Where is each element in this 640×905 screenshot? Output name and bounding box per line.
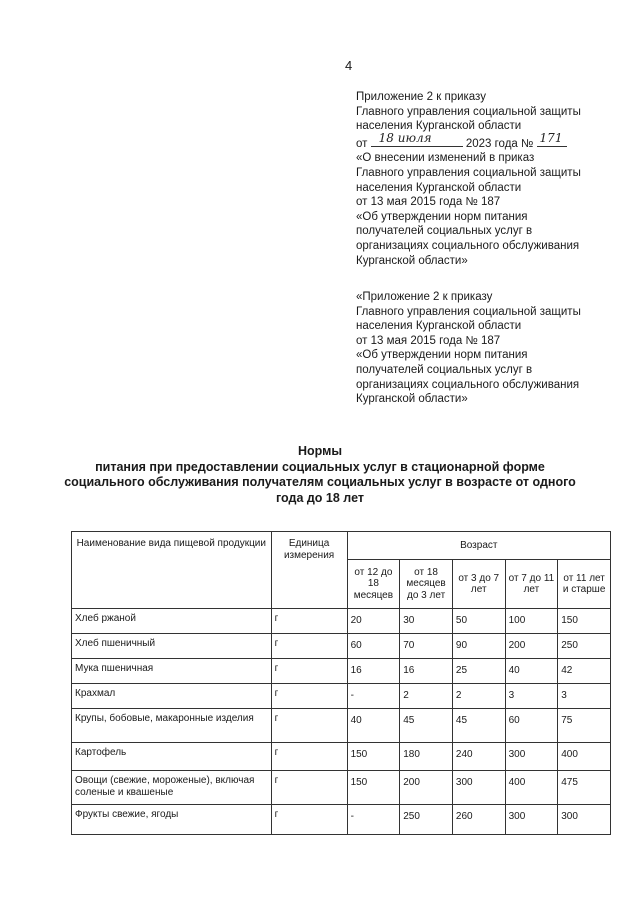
product-name: Хлеб ржаной	[72, 609, 272, 634]
title-line: социального обслуживания получателям социальных услуг в возрасте от одного	[64, 475, 576, 490]
header-age: Возраст	[347, 532, 610, 560]
norm-value: 16	[347, 659, 400, 684]
header-age-group: от 18 месяцев до 3 лет	[400, 560, 453, 609]
product-name: Хлеб пшеничный	[72, 634, 272, 659]
table-row	[72, 771, 611, 805]
table-row	[72, 684, 611, 709]
norm-value: 75	[558, 709, 611, 743]
appendix-line: от 13 мая 2015 года № 187	[356, 196, 501, 209]
appendix-line: «Об утверждении норм питания	[356, 210, 528, 223]
title-line: года до 18 лет	[276, 490, 364, 505]
title-line: Нормы	[297, 444, 343, 458]
norm-value: 300	[505, 805, 558, 835]
header-product-name: Наименование вида пищевой продукции	[72, 532, 272, 609]
norm-value: 200	[400, 771, 453, 805]
product-name: Крупы, бобовые, макаронные изделия	[72, 709, 272, 743]
nutrition-norms-table	[71, 531, 611, 835]
norm-value: 60	[505, 709, 558, 743]
date-middle: 2023 года №	[465, 137, 534, 150]
norm-value: 90	[452, 634, 505, 659]
norm-value: 250	[400, 805, 453, 835]
appendix-line: «О внесении изменений в приказ	[356, 152, 535, 165]
norm-value: 2	[452, 684, 505, 709]
norm-value: 25	[452, 659, 505, 684]
appendix-line: от 13 мая 2015 года № 187	[356, 334, 501, 347]
appendix-line: населения Курганской области	[356, 120, 522, 133]
norm-value: 40	[505, 659, 558, 684]
appendix-quoted	[356, 290, 626, 407]
norm-value: -	[347, 805, 400, 835]
appendix-line: получателей социальных услуг в	[356, 225, 533, 238]
appendix-line: населения Курганской области	[356, 181, 522, 194]
appendix-line: получателей социальных услуг в	[356, 363, 533, 376]
norm-value: 240	[452, 743, 505, 771]
norm-value: 16	[400, 659, 453, 684]
norm-value: 150	[347, 771, 400, 805]
date-prefix: от	[356, 137, 368, 150]
date-field	[371, 131, 463, 147]
table-row	[72, 743, 611, 771]
norm-value: 2	[400, 684, 453, 709]
norm-value: 60	[347, 634, 400, 659]
header-age-group: от 7 до 11 лет	[505, 560, 558, 609]
norm-value: 42	[558, 659, 611, 684]
table-header-row	[72, 532, 611, 560]
product-unit: г	[271, 659, 347, 684]
norm-value: 300	[505, 743, 558, 771]
appendix-line: организациях социального обслуживания	[356, 378, 580, 391]
table-row	[72, 709, 611, 743]
appendix-line: «Об утверждении норм питания	[356, 349, 528, 362]
norm-value: 40	[347, 709, 400, 743]
product-name: Картофель	[72, 743, 272, 771]
header-age-group: от 12 до 18 месяцев	[347, 560, 400, 609]
handwritten-number: 171	[539, 131, 563, 146]
product-name: Фрукты свежие, ягоды	[72, 805, 272, 835]
appendix-line: Курганской области»	[356, 254, 468, 267]
norm-value: 250	[558, 634, 611, 659]
product-unit: г	[271, 771, 347, 805]
document-title	[60, 444, 580, 506]
norm-value: 50	[452, 609, 505, 634]
product-name: Овощи (свежие, мороженые), включая соленые и квашеные	[72, 771, 272, 805]
norm-value: 475	[558, 771, 611, 805]
table-row	[72, 609, 611, 634]
product-unit: г	[271, 634, 347, 659]
appendix-line: «Приложение 2 к приказу	[356, 291, 493, 303]
norm-value: -	[347, 684, 400, 709]
norm-value: 400	[558, 743, 611, 771]
appendix-line: Главного управления социальной защиты	[356, 166, 581, 179]
product-unit: г	[271, 805, 347, 835]
norm-value: 200	[505, 634, 558, 659]
appendix-line: населения Курганской области	[356, 320, 522, 333]
number-field	[537, 131, 567, 147]
norm-value: 45	[400, 709, 453, 743]
norm-value: 45	[452, 709, 505, 743]
appendix-line: организациях социального обслуживания	[356, 239, 580, 252]
appendix-line: Курганской области»	[356, 393, 468, 406]
norm-value: 400	[505, 771, 558, 805]
norm-value: 300	[452, 771, 505, 805]
header-unit: Единица измерения	[271, 532, 347, 609]
product-name: Крахмал	[72, 684, 272, 709]
table-row	[72, 659, 611, 684]
product-unit: г	[271, 609, 347, 634]
norm-value: 30	[400, 609, 453, 634]
header-age-group: от 3 до 7 лет	[452, 560, 505, 609]
appendix-date-line	[356, 131, 626, 152]
product-name: Мука пшеничная	[72, 659, 272, 684]
norm-value: 180	[400, 743, 453, 771]
page-number: 4	[345, 58, 353, 73]
handwritten-date: 18 июля	[378, 131, 432, 146]
product-unit: г	[271, 743, 347, 771]
table-row	[72, 634, 611, 659]
appendix-line: Главного управления социальной защиты	[356, 305, 581, 318]
appendix-line: Приложение 2 к приказу	[356, 91, 486, 103]
appendix-main	[356, 90, 626, 268]
norm-value: 100	[505, 609, 558, 634]
header-age-group: от 11 лет и старше	[558, 560, 611, 609]
norm-value: 150	[347, 743, 400, 771]
norm-value: 300	[558, 805, 611, 835]
norm-value: 20	[347, 609, 400, 634]
norm-value: 3	[505, 684, 558, 709]
table-row	[72, 805, 611, 835]
norm-value: 70	[400, 634, 453, 659]
appendix-line: Главного управления социальной защиты	[356, 105, 581, 118]
norm-value: 150	[558, 609, 611, 634]
product-unit: г	[271, 684, 347, 709]
norm-value: 3	[558, 684, 611, 709]
product-unit: г	[271, 709, 347, 743]
title-line: питания при предоставлении социальных услуг в стационарной форме	[95, 459, 545, 474]
norm-value: 260	[452, 805, 505, 835]
